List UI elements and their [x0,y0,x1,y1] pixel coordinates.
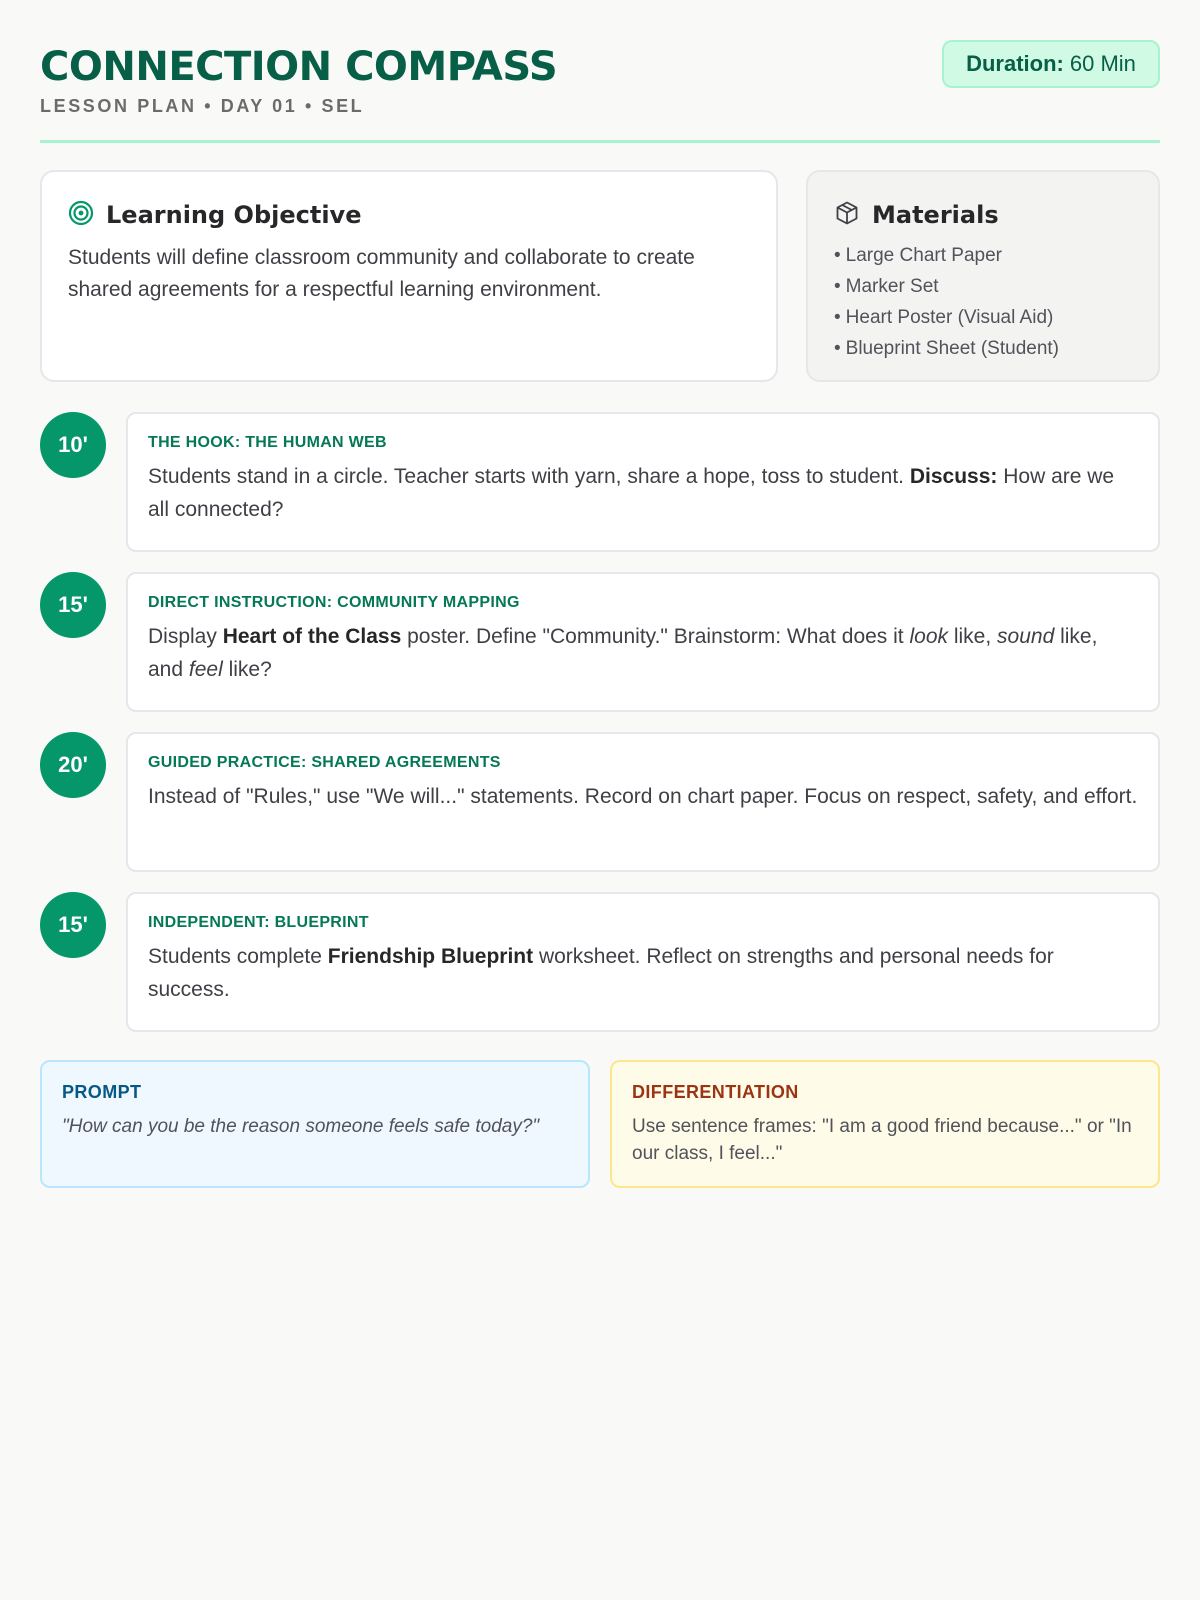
step-time-badge: 15' [40,572,106,638]
step-title: INDEPENDENT: BLUEPRINT [148,914,369,931]
step-time-badge: 15' [40,892,106,958]
prompt-label: PROMPT [62,1082,142,1102]
step-card [126,732,1160,872]
step-hook [40,412,1160,552]
page-subtitle: LESSON PLAN • DAY 01 • SEL [40,96,365,116]
box-icon [834,200,860,231]
step-card [126,572,1160,712]
differentiation-label: DIFFERENTIATION [632,1082,799,1102]
objective-card [40,170,778,382]
step-description: Instead of "Rules," use "We will..." statements. Record on chart paper. Focus on respect, safety, and effort. [148,785,1138,808]
materials-card [806,170,1160,382]
step-title: GUIDED PRACTICE: SHARED AGREEMENTS [148,754,501,771]
materials-heading: Materials [872,201,999,229]
materials-list [834,240,1132,364]
overview-row [40,170,1160,382]
objective-text: Students will define classroom community and collaborate to create shared agreements for a respectful learning environment. [68,246,695,301]
list-item: • Large Chart Paper [834,240,1132,271]
duration-value: 60 Min [1069,51,1136,76]
duration-badge [942,40,1160,88]
support-row [40,1060,1160,1188]
differentiation-text: Use sentence frames: "I am a good friend because..." or "In our class, I feel..." [632,1116,1132,1164]
list-item: • Blueprint Sheet (Student) [834,333,1132,364]
step-title: THE HOOK: THE HUMAN WEB [148,434,387,451]
header [40,40,1160,143]
step-guided-practice [40,732,1160,872]
step-time-badge: 10' [40,412,106,478]
prompt-box [40,1060,590,1188]
lesson-steps [40,412,1160,1052]
prompt-text: "How can you be the reason someone feels safe today?" [62,1116,540,1137]
page-title: CONNECTION COMPASS [40,44,558,90]
differentiation-box [610,1060,1160,1188]
step-direct-instruction [40,572,1160,712]
list-item: • Marker Set [834,271,1132,302]
objective-heading: Learning Objective [106,201,362,229]
step-title: DIRECT INSTRUCTION: COMMUNITY MAPPING [148,594,520,611]
step-independent [40,892,1160,1032]
step-description: Students stand in a circle. Teacher starts with yarn, share a hope, toss to student. Discuss: How are we all connected? [148,465,1115,521]
step-description: Display Heart of the Class poster. Define "Community." Brainstorm: What does it look like, sound like, and feel like? [148,625,1098,681]
target-icon [68,200,94,231]
step-card [126,412,1160,552]
step-description: Students complete Friendship Blueprint worksheet. Reflect on strengths and personal needs for success. [148,945,1054,1001]
lesson-plan-page [40,40,1160,1164]
step-time-badge: 20' [40,732,106,798]
step-card [126,892,1160,1032]
duration-label: Duration: [966,51,1064,76]
list-item: • Heart Poster (Visual Aid) [834,302,1132,333]
